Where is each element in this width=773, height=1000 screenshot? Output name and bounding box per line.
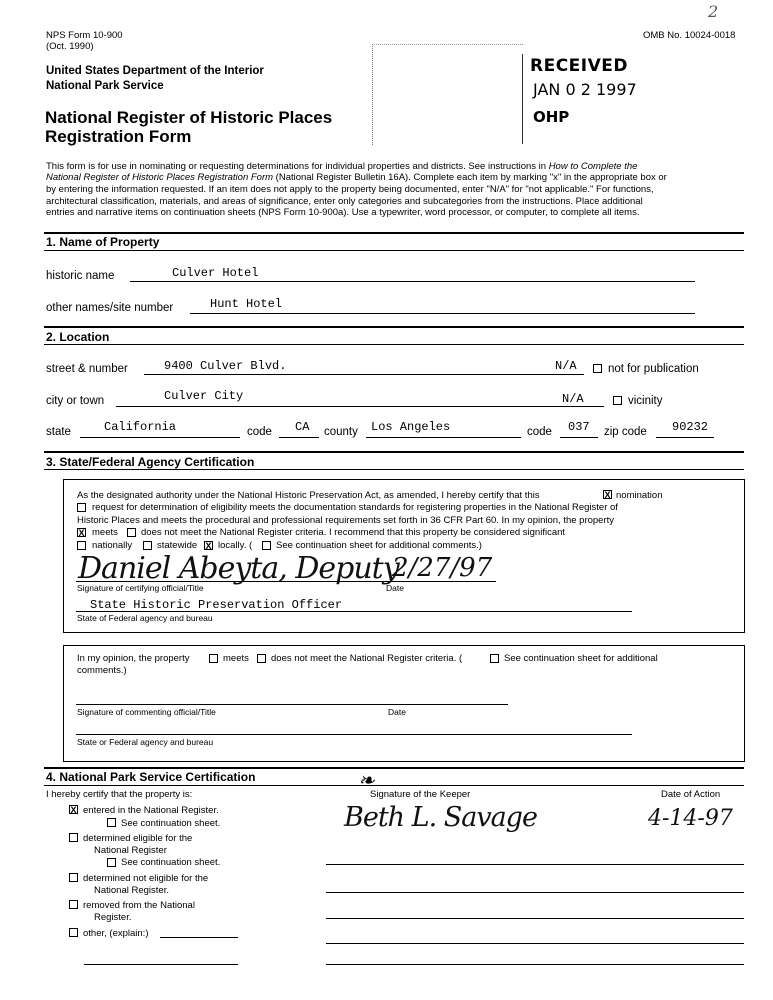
- other-names-value[interactable]: Hunt Hotel: [210, 297, 283, 311]
- omb-number: OMB No. 10024-0018: [643, 30, 736, 41]
- meets-label: meets: [92, 527, 118, 538]
- nomination-label: nomination: [616, 490, 663, 501]
- keeper-intro: I hereby certify that the property is:: [46, 789, 193, 800]
- vicinity-label: vicinity: [628, 395, 663, 407]
- city-label: city or town: [46, 395, 105, 407]
- street-line: [144, 374, 584, 375]
- commenting-signature-label: Signature of commenting official/Title: [77, 707, 216, 717]
- intro-line-1: This form is for use in nominating or requesting determinations for individual properties and districts. See instructions in How to Complete the: [46, 161, 638, 172]
- locally-label: locally. (: [218, 540, 253, 551]
- section-rule: [44, 250, 744, 251]
- statewide-checkbox[interactable]: [143, 541, 152, 550]
- section-rule: [44, 232, 744, 234]
- keeper-line-2: [326, 892, 744, 893]
- historic-name-label: historic name: [46, 270, 115, 282]
- city-na[interactable]: N/A: [562, 392, 584, 406]
- intro-line-2: National Register of Historic Places Registration Form (National Register Bulletin 16A). Complete each item by marking "x" in the appropriate box or: [46, 172, 667, 183]
- city-value[interactable]: Culver City: [164, 389, 244, 403]
- opinion-meets-label: meets: [223, 653, 249, 664]
- entered-continuation-checkbox[interactable]: [107, 818, 116, 827]
- section2-title: 2. Location: [46, 330, 110, 344]
- other-names-line: [190, 313, 695, 314]
- certifying-signature: Daniel Abeyta, Deputy: [78, 551, 399, 586]
- section-rule: [44, 469, 744, 470]
- removed-checkbox[interactable]: [69, 900, 78, 909]
- signature-date-label: Date: [386, 583, 404, 593]
- section-rule: [44, 326, 744, 328]
- not-eligible-checkbox[interactable]: [69, 873, 78, 882]
- cert-line-2: request for determination of eligibility meets the documentation standards for registering properties in the National Register of: [92, 502, 618, 513]
- stamp-date: JAN 0 2 1997: [533, 80, 637, 99]
- corner-mark: 2: [708, 2, 719, 21]
- street-label: street & number: [46, 363, 128, 375]
- cert-line-3: Historic Places and meets the procedural and professional requirements set forth in 36 CFR Part 60. In my opinion, the property: [77, 515, 615, 526]
- continuation-checkbox[interactable]: [262, 541, 271, 550]
- form-date: (Oct. 1990): [46, 41, 94, 52]
- zip-value[interactable]: 90232: [672, 420, 709, 434]
- county-line: [366, 437, 521, 438]
- historic-name-line: [130, 281, 695, 282]
- statewide-label: statewide: [157, 540, 198, 551]
- date-of-action-label: Date of Action: [661, 789, 721, 800]
- service-name: National Park Service: [46, 80, 164, 92]
- not-eligible-label-1: determined not eligible for the: [83, 873, 209, 884]
- zip-line: [656, 437, 714, 438]
- meets-checkbox[interactable]: X: [78, 528, 85, 538]
- eligibility-request-checkbox[interactable]: [77, 503, 86, 512]
- not-for-publication-checkbox[interactable]: [593, 364, 602, 373]
- zip-label: zip code: [604, 426, 647, 438]
- eligible-label-2: National Register: [94, 845, 167, 856]
- signature-label: Signature of certifying official/Title: [77, 583, 204, 593]
- removed-label-2: Register.: [94, 912, 132, 923]
- locally-checkbox[interactable]: X: [205, 541, 212, 551]
- intro-line-3: by entering the information requested. If an item does not apply to the property being documented, enter "N/A" for "not applicable." For functions,: [46, 184, 654, 195]
- cert-line-1: As the designated authority under the National Historic Preservation Act, as amended, I hereby certify that this: [77, 490, 540, 501]
- keeper-line-3: [326, 918, 744, 919]
- eligible-checkbox[interactable]: [69, 833, 78, 842]
- stamp-received: RECEIVED: [530, 56, 628, 76]
- state-line: [80, 437, 240, 438]
- section3-title: 3. State/Federal Agency Certification: [46, 455, 255, 469]
- agency-value[interactable]: State Historic Preservation Officer: [90, 598, 343, 612]
- opinion-line-1d: See continuation sheet for additional: [504, 653, 658, 664]
- nomination-checkbox[interactable]: X: [604, 490, 611, 500]
- other-checkbox[interactable]: [69, 928, 78, 937]
- city-line: [116, 406, 604, 407]
- entered-label: entered in the National Register.: [83, 805, 219, 816]
- certifying-signature-date: 2/27/97: [392, 553, 493, 583]
- vicinity-checkbox[interactable]: [613, 396, 622, 405]
- keeper-signature: Beth L. Savage: [344, 802, 537, 833]
- opinion-line-1c: does not meet the National Register criteria. (: [271, 653, 463, 664]
- intro-line-5: entries and narrative items on continuation sheets (NPS Form 10-900a). Use a typewriter, word processor, or computer, to complete all items.: [46, 207, 640, 218]
- opinion-line-1a: In my opinion, the property: [77, 653, 190, 664]
- state-label: state: [46, 426, 71, 438]
- commenting-signature-line: [76, 704, 508, 705]
- receipt-stamp-frame: [372, 44, 523, 145]
- section-rule: [44, 767, 744, 769]
- cert-line-4: does not meet the National Register criteria. I recommend that this property be considered significant: [141, 527, 566, 538]
- street-na[interactable]: N/A: [555, 359, 577, 373]
- opinion-meets-checkbox[interactable]: [209, 654, 218, 663]
- keeper-initial-mark: ❧: [358, 768, 375, 792]
- agency-label: State of Federal agency and bureau: [77, 613, 213, 623]
- form-subtitle: Registration Form: [45, 127, 192, 146]
- section-rule: [44, 785, 744, 786]
- stamp-ohp: OHP: [533, 108, 570, 126]
- opinion-does-not-meet-checkbox[interactable]: [257, 654, 266, 663]
- department: United States Department of the Interior: [46, 65, 264, 77]
- section4-title: 4. National Park Service Certification: [46, 770, 256, 784]
- keeper-signature-label: Signature of the Keeper: [370, 789, 471, 800]
- nationally-label: nationally: [92, 540, 133, 551]
- county-label: county: [324, 426, 358, 438]
- entered-continuation-label: See continuation sheet.: [121, 818, 221, 829]
- opinion-continuation-checkbox[interactable]: [490, 654, 499, 663]
- section1-title: 1. Name of Property: [46, 235, 160, 249]
- other-explain-line-2: [84, 964, 238, 965]
- not-eligible-label-2: National Register.: [94, 885, 169, 896]
- nationally-checkbox[interactable]: [77, 541, 86, 550]
- removed-label-1: removed from the National: [83, 900, 195, 911]
- street-value[interactable]: 9400 Culver Blvd.: [164, 359, 287, 373]
- signature-line: [76, 581, 496, 582]
- agency2-label: State or Federal agency and bureau: [77, 737, 214, 747]
- other-label: other, (explain:): [83, 928, 149, 939]
- stamp-divider: [522, 54, 523, 144]
- state-value[interactable]: California: [104, 420, 177, 434]
- date-of-action-value: 4-14-97: [648, 806, 733, 831]
- eligible-label-1: determined eligible for the: [83, 833, 193, 844]
- county-value[interactable]: Los Angeles: [371, 420, 451, 434]
- other-explain-line: [160, 937, 238, 938]
- historic-name-value[interactable]: Culver Hotel: [172, 266, 259, 280]
- commenting-date-label: Date: [388, 707, 406, 717]
- section-rule: [44, 344, 744, 345]
- agency-line: [76, 611, 632, 612]
- eligible-continuation-checkbox[interactable]: [107, 858, 116, 867]
- eligible-continuation-label: See continuation sheet.: [121, 857, 221, 868]
- county-code-label: code: [527, 426, 552, 438]
- county-code-line: [560, 437, 598, 438]
- form-number: NPS Form 10-900: [46, 30, 123, 41]
- does-not-meet-checkbox[interactable]: [127, 528, 136, 537]
- state-code-line: [279, 437, 319, 438]
- form-title: National Register of Historic Places: [45, 108, 333, 127]
- agency2-line: [76, 734, 632, 735]
- state-code-value[interactable]: CA: [295, 420, 310, 434]
- county-code-value[interactable]: 037: [568, 420, 590, 434]
- keeper-line-4: [326, 943, 744, 944]
- entered-checkbox[interactable]: X: [70, 805, 77, 815]
- keeper-line-1: [326, 864, 744, 865]
- state-code-label: code: [247, 426, 272, 438]
- keeper-line-5: [326, 964, 744, 965]
- section-rule: [44, 451, 744, 453]
- other-names-label: other names/site number: [46, 302, 174, 314]
- intro-line-4: architectural classification, materials, and areas of significance, enter only categories and subcategories from the instructions. Place additional: [46, 196, 643, 207]
- continuation-label: See continuation sheet for additional comments.): [276, 540, 482, 551]
- opinion-line-2: comments.): [77, 665, 127, 676]
- not-for-publication-label: not for publication: [608, 363, 699, 375]
